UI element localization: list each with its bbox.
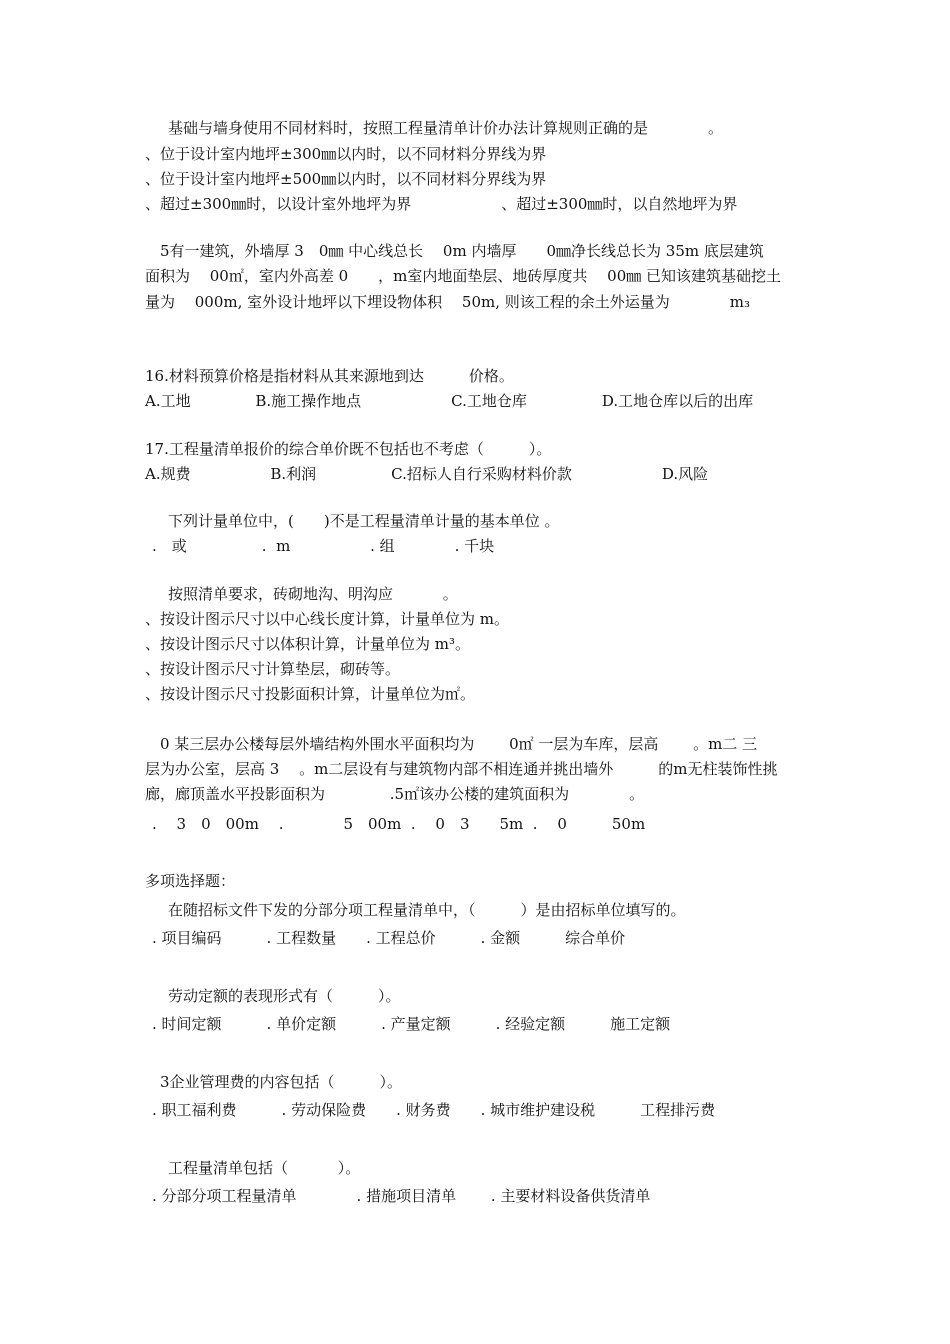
q18-stem: 下列计量单位中，( )不是工程量清单计量的基本单位 。 bbox=[168, 512, 560, 530]
q14-option: 、位于设计室内地坪±500㎜以内时，以不同材料分界线为界 bbox=[145, 170, 547, 188]
q20-line: 0 某三层办公楼每层外墙结构外围水平面积均为 0㎡ 一层为车库，层高 。m二 三 bbox=[160, 735, 758, 753]
q17-options: A.规费 B.利润 C.招标人自行采购材料价款 D.风险 bbox=[145, 465, 709, 483]
q16-stem: 16.材料预算价格是指材料从其来源地到达 价格。 bbox=[145, 367, 514, 385]
q19-stem: 按照清单要求，砖砌地沟、明沟应 。 bbox=[168, 585, 458, 603]
q20-line: 廊，廊顶盖水平投影面积为 .5㎡该办公楼的建筑面积为 。 bbox=[145, 785, 645, 803]
m1-stem: 在随招标文件下发的分部分项工程量清单中，（ ）是由招标单位填写的。 bbox=[168, 901, 686, 919]
m2-stem: 劳动定额的表现形式有（ ）。 bbox=[168, 987, 401, 1005]
q16-options: A.工地 B.施工操作地点 C.工地仓库 D.工地仓库以后的出库 bbox=[145, 392, 754, 410]
q15-line: 面积为 00㎡，室内外高差 0 ，m室内地面垫层、地砖厚度共 00㎜ 已知该建筑基础挖土 bbox=[145, 267, 782, 285]
q18-options: . 或 . m . 组 . 千块 bbox=[152, 537, 495, 555]
q17-stem: 17.工程量清单报价的综合单价既不包括也不考虑（ ）。 bbox=[145, 440, 552, 458]
m3-stem: 3企业管理费的内容包括（ ）。 bbox=[160, 1073, 403, 1091]
q19-option: 、按设计图示尺寸以体积计算，计量单位为 m³。 bbox=[145, 635, 471, 653]
q15-line: 量为 000m, 室外设计地坪以下埋设物体积 50m, 则该工程的余土外运量为 m₃ bbox=[145, 293, 751, 311]
m2-options: . 时间定额 . 单价定额 . 产量定额 . 经验定额 施工定额 bbox=[152, 1015, 671, 1033]
q19-option: 、按设计图示尺寸计算垫层，砌砖等。 bbox=[145, 660, 401, 678]
q19-option: 、按设计图示尺寸投影面积计算，计量单位为㎡。 bbox=[145, 685, 476, 703]
q14-stem: 基础与墙身使用不同材料时，按照工程量清单计价办法计算规则正确的是 。 bbox=[168, 119, 724, 137]
section-heading: 多项选择题： bbox=[145, 872, 236, 890]
q19-option: 、按设计图示尺寸以中心线长度计算，计量单位为 m。 bbox=[145, 610, 509, 628]
q20-options: . 3 0 00m . 5 00m . 0 3 5m . 0 50m bbox=[152, 815, 646, 833]
q14-option: 、超过±300㎜时，以设计室外地坪为界 、超过±300㎜时，以自然地坪为界 bbox=[145, 195, 738, 213]
m3-options: . 职工福利费 . 劳动保险费 . 财务费 . 城市维护建设税 工程排污费 bbox=[152, 1101, 716, 1119]
q20-line: 层为办公室，层高 3 。m二层设有与建筑物内部不相连通并挑出墙外 的m无柱装饰性挑 bbox=[145, 760, 778, 778]
q14-option: 、位于设计室内地坪±300㎜以内时，以不同材料分界线为界 bbox=[145, 145, 547, 163]
m4-options: . 分部分项工程量清单 . 措施项目清单 . 主要材料设备供货清单 bbox=[152, 1187, 651, 1205]
m4-stem: 工程量清单包括（ ）。 bbox=[168, 1159, 361, 1177]
q15-line: 5有一建筑，外墙厚 3 0㎜ 中心线总长 0m 内墙厚 0㎜净长线总长为 35m 底层建筑 bbox=[160, 242, 764, 260]
m1-options: . 项目编码 . 工程数量 . 工程总价 . 金额 综合单价 bbox=[152, 929, 626, 947]
